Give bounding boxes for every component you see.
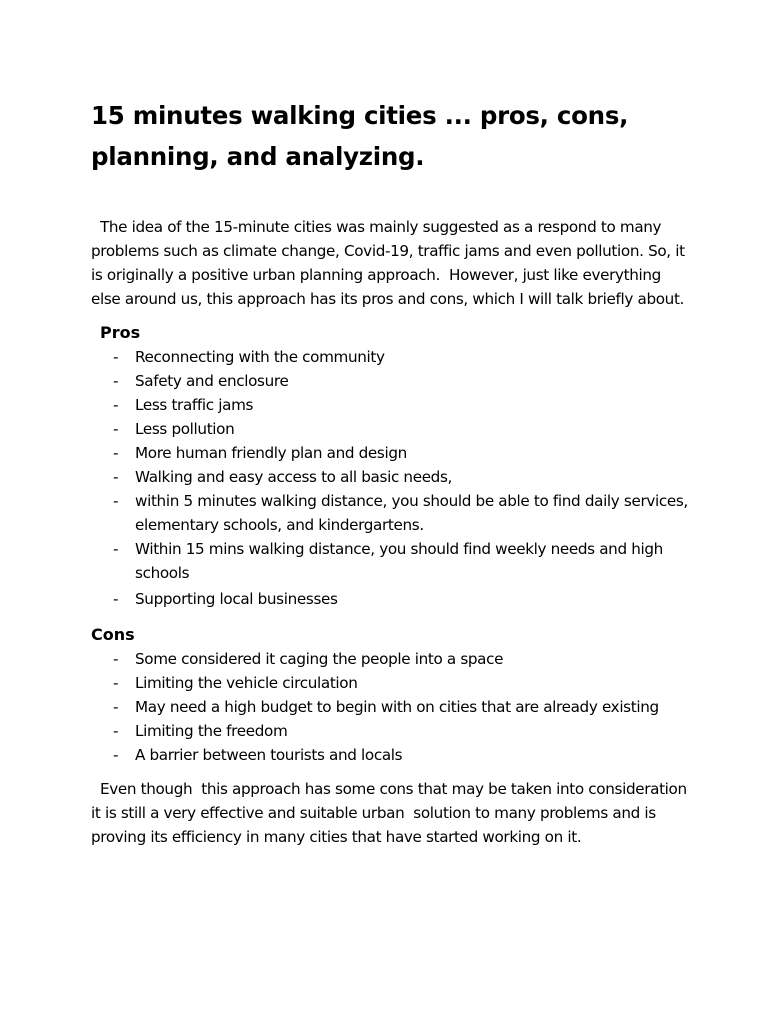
list-item	[91, 393, 691, 417]
cons-heading: Cons	[91, 625, 135, 644]
bullet-dash: -	[113, 468, 119, 486]
list-item	[91, 537, 691, 585]
cons-list	[91, 647, 691, 767]
bullet-dash: -	[113, 746, 119, 764]
bullet-dash: -	[113, 674, 119, 692]
bullet-dash: -	[113, 372, 119, 390]
bullet-dash: -	[113, 492, 119, 510]
list-item-text: May need a high budget to begin with on cities that are already existing	[135, 698, 659, 716]
bullet-dash: -	[113, 396, 119, 414]
bullet-dash: -	[113, 590, 119, 608]
bullet-dash: -	[113, 348, 119, 366]
pros-heading: Pros	[100, 323, 141, 342]
list-item-text: Walking and easy access to all basic needs,	[135, 468, 453, 486]
list-item-text: Reconnecting with the community	[135, 348, 385, 366]
list-item	[91, 345, 691, 369]
intro-paragraph: The idea of the 15-minute cities was mainly suggested as a respond to many problems such as climate change, Covid-19, traffic jams and even pollution. So, it is originally a positive urban planning approach. However, just like everything else around us, this approach has its pros and cons, which I will talk briefly about.	[91, 218, 690, 308]
pros-list	[91, 345, 691, 611]
document-title: 15 minutes walking cities ... pros, cons, planning, and analyzing.	[91, 101, 629, 171]
list-item-text: Within 15 mins walking distance, you should find weekly needs and high schools	[135, 540, 663, 582]
bullet-dash: -	[113, 540, 119, 558]
list-item	[91, 671, 691, 695]
bullet-dash: -	[113, 650, 119, 668]
list-item-text: Safety and enclosure	[135, 372, 289, 390]
list-item	[91, 465, 691, 489]
list-item	[91, 695, 691, 719]
list-item	[91, 587, 691, 611]
bullet-dash: -	[113, 698, 119, 716]
document-page	[91, 95, 691, 849]
list-item	[91, 743, 691, 767]
list-item-text: Less traffic jams	[135, 396, 254, 414]
bullet-dash: -	[113, 722, 119, 740]
list-item-text: Some considered it caging the people into a space	[135, 650, 504, 668]
list-item	[91, 719, 691, 743]
list-item	[91, 441, 691, 465]
list-item	[91, 417, 691, 441]
conclusion-paragraph: Even though this approach has some cons that may be taken into consideration it is still a very effective and suitable urban solution to many problems and is proving its efficiency in many cities that have started working on it.	[91, 780, 692, 846]
list-item-text: within 5 minutes walking distance, you should be able to find daily services, elementary schools, and kindergartens.	[135, 492, 688, 534]
list-item	[91, 647, 691, 671]
bullet-dash: -	[113, 420, 119, 438]
list-item-text: Less pollution	[135, 420, 235, 438]
list-item	[91, 489, 691, 537]
list-item-text: Limiting the freedom	[135, 722, 288, 740]
list-item-text: More human friendly plan and design	[135, 444, 407, 462]
list-item-text: A barrier between tourists and locals	[135, 746, 403, 764]
bullet-dash: -	[113, 444, 119, 462]
list-item-text: Supporting local businesses	[135, 590, 338, 608]
list-item	[91, 369, 691, 393]
list-item-text: Limiting the vehicle circulation	[135, 674, 358, 692]
